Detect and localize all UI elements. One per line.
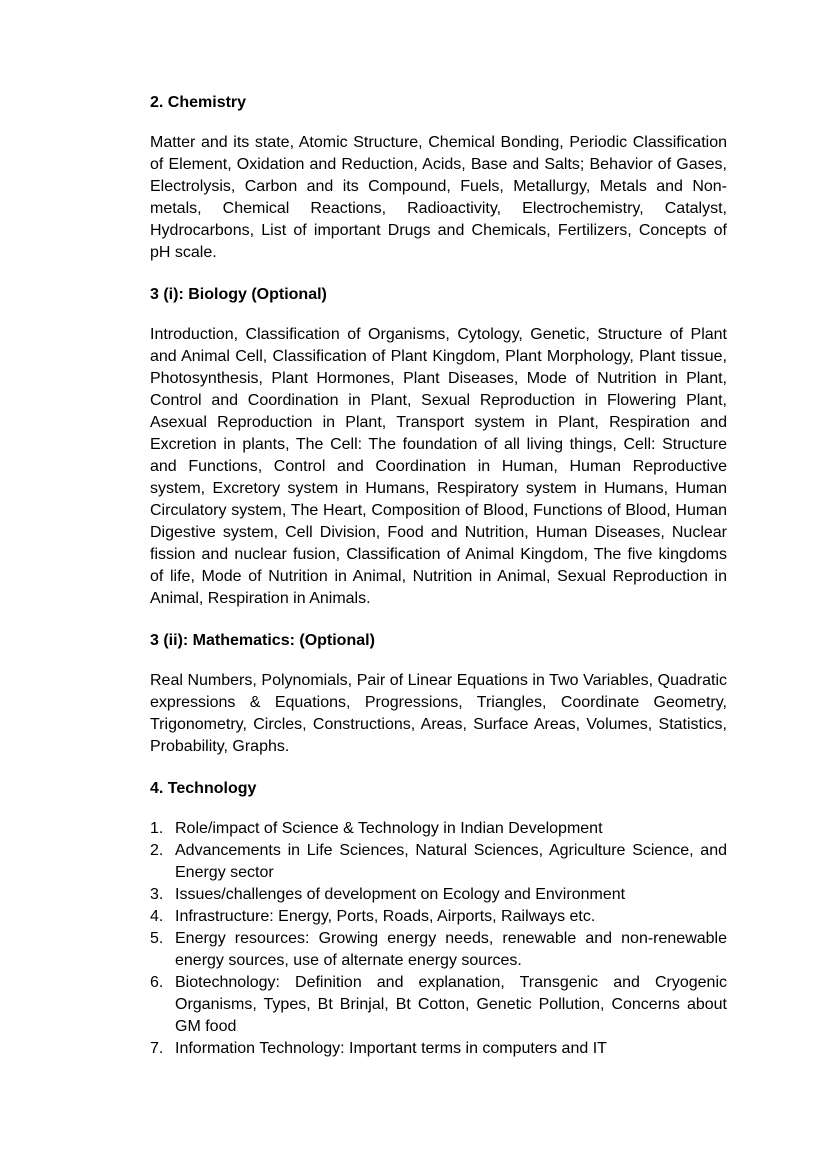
list-item xyxy=(150,928,727,972)
list-item xyxy=(150,884,727,906)
list-item xyxy=(150,972,727,1038)
mathematics-body: Real Numbers, Polynomials, Pair of Linear Equations in Two Variables, Quadratic expressions & Equations, Progressions, Triangles, Coordinate Geometry, Trigonometry, Circles, Constructions, Areas, Surface Areas, Volumes, Statistics, Probability, Graphs. xyxy=(150,672,727,755)
list-item xyxy=(150,840,727,884)
list-item-text: Issues/challenges of development on Ecology and Environment xyxy=(175,886,626,903)
chemistry-section xyxy=(150,92,727,264)
list-item-number: 3. xyxy=(150,886,164,903)
list-item xyxy=(150,1038,727,1060)
list-item-number: 6. xyxy=(150,974,164,991)
list-item-text: Energy resources: Growing energy needs, renewable and non-renewable energy sources, use of alternate energy sources. xyxy=(175,930,727,969)
list-item-text: Role/impact of Science & Technology in Indian Development xyxy=(175,820,603,837)
chemistry-heading: 2. Chemistry xyxy=(150,94,247,111)
list-item xyxy=(150,818,727,840)
list-item-number: 5. xyxy=(150,930,164,947)
biology-body: Introduction, Classification of Organisms, Cytology, Genetic, Structure of Plant and Animal Cell, Classification of Plant Kingdom, Plant Morphology, Plant tissue, Photosynthesis, Plant Hormones, Plant Diseases, Mode of Nutrition in Plant, Control and Coordination in Plant, Sexual Reproduction in Flowering Plant, Asexual Reproduction in Plant, Transport system in Plant, Respiration and Excretion in plants, The Cell: The foundation of all living things, Cell: Structure and Functions, Control and Coordination in Human, Human Reproductive system, Excretory system in Humans, Respiratory system in Humans, Human Circulatory system, The Heart, Composition of Blood, Functions of Blood, Human Digestive system, Cell Division, Food and Nutrition, Human Diseases, Nuclear fission and nuclear fusion, Classification of Animal Kingdom, The five kingdoms of life, Mode of Nutrition in Animal, Nutrition in Animal, Sexual Reproduction in Animal, Respiration in Animals. xyxy=(150,326,727,607)
list-item-number: 1. xyxy=(150,820,164,837)
technology-heading: 4. Technology xyxy=(150,780,257,797)
technology-list xyxy=(150,818,727,1060)
list-item-text: Advancements in Life Sciences, Natural Sciences, Agriculture Science, and Energy sector xyxy=(175,842,727,881)
list-item-number: 4. xyxy=(150,908,164,925)
mathematics-section xyxy=(150,630,727,758)
document-page xyxy=(150,92,727,1060)
list-item-number: 7. xyxy=(150,1040,164,1057)
biology-section xyxy=(150,284,727,610)
list-item-text: Infrastructure: Energy, Ports, Roads, Airports, Railways etc. xyxy=(175,908,596,925)
mathematics-heading: 3 (ii): Mathematics: (Optional) xyxy=(150,632,375,649)
list-item-number: 2. xyxy=(150,842,164,859)
list-item-text: Biotechnology: Definition and explanation, Transgenic and Cryogenic Organisms, Types, Bt Brinjal, Bt Cotton, Genetic Pollution, Concerns about GM food xyxy=(175,974,727,1035)
list-item-text: Information Technology: Important terms in computers and IT xyxy=(175,1040,607,1057)
biology-heading: 3 (i): Biology (Optional) xyxy=(150,286,327,303)
list-item xyxy=(150,906,727,928)
chemistry-body: Matter and its state, Atomic Structure, Chemical Bonding, Periodic Classification of Element, Oxidation and Reduction, Acids, Base and Salts; Behavior of Gases, Electrolysis, Carbon and its Compound, Fuels, Metallurgy, Metals and Non-metals, Chemical Reactions, Radioactivity, Electrochemistry, Catalyst, Hydrocarbons, List of important Drugs and Chemicals, Fertilizers, Concepts of pH scale. xyxy=(150,134,727,261)
technology-section xyxy=(150,778,727,1060)
